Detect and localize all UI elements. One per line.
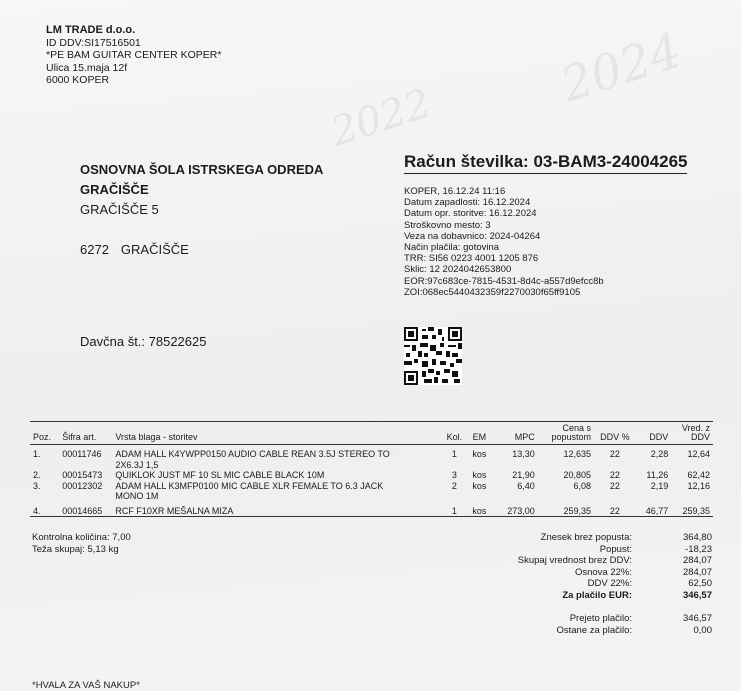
cell-disc-price: 6,08 — [573, 480, 592, 491]
col-vat: DDV — [636, 422, 671, 445]
table-row — [30, 470, 713, 481]
summary-label: DDV 22%: — [587, 578, 632, 589]
cell-unit: kos — [472, 470, 487, 480]
summary-value: 346,57 — [682, 589, 712, 601]
buyer-postal-code: 6272 — [80, 242, 109, 257]
buyer-postal-city: GRAČIŠČE — [120, 242, 189, 257]
table-row — [30, 445, 713, 471]
cell-total: 12,64 — [687, 449, 710, 459]
summary-label: Za plačilo EUR: — [562, 589, 632, 601]
seller-city: 6000 KOPER — [46, 74, 110, 86]
payment-label: Prejeto plačilo: — [569, 613, 632, 624]
summary-gap — [440, 601, 712, 613]
meta-line: Sklic: 12 2024042653800 — [404, 264, 512, 276]
cell-disc-price: 20,805 — [563, 470, 592, 480]
cell-pos: 4. — [30, 502, 59, 517]
buyer-name-line2: GRAČIŠČE — [80, 182, 149, 197]
cell-desc — [112, 481, 442, 502]
control-block — [32, 532, 131, 556]
cell-pos: 1. — [33, 449, 41, 459]
table-header-row — [30, 422, 713, 445]
seller-vat-id: ID DDV:SI17516501 — [46, 36, 141, 49]
invoice-title: Račun številka: 03-BAM3-24004265 — [404, 152, 687, 174]
summary-value: 62,50 — [688, 578, 712, 589]
col-qty: Kol. — [442, 422, 467, 445]
cell-desc-line2: 2X6.3J 1,5 — [115, 459, 159, 470]
col-vat-pct: DDV % — [594, 422, 636, 445]
cell-vat-pct: 22 — [609, 480, 620, 491]
col-desc: Vrsta blaga - storitev — [112, 422, 442, 445]
summary-label: Osnova 22%: — [574, 566, 632, 578]
col-mpc: MPC — [492, 422, 538, 445]
thank-you-note: *HVALA ZA VAŠ NAKUP* — [32, 680, 140, 691]
cell-code: 00012302 — [62, 480, 103, 491]
cell-desc: RCF F10XR MEŠALNA MIZA — [112, 502, 442, 517]
cell-unit: kos — [472, 449, 487, 459]
summary-row — [440, 532, 712, 544]
cell-desc-line1: ADAM HALL K4YWPP0150 AUDIO CABLE REAN 3.5J STEREO TO — [115, 449, 390, 459]
meta-line: Datum zapadlosti: 16.12.2024 — [404, 197, 531, 209]
cell-vat-pct: 22 — [609, 449, 620, 459]
col-total-line2: DDV — [690, 432, 710, 442]
cell-vat: 46,77 — [636, 502, 671, 517]
summary-value: 284,07 — [682, 566, 712, 578]
summary-value: -18,23 — [685, 543, 712, 555]
summary-row — [440, 544, 712, 556]
payment-row — [440, 625, 712, 637]
table-row — [30, 502, 713, 517]
payment-value: 0,00 — [693, 624, 712, 636]
summary-row-total — [440, 590, 712, 602]
buyer-postal — [80, 240, 201, 260]
seller-name: LM TRADE d.o.o. — [46, 24, 136, 36]
cell-total: 259,35 — [671, 502, 713, 517]
col-unit: EM — [467, 422, 492, 445]
buyer-address: GRAČIŠČE 5 — [80, 202, 159, 217]
summary-row — [440, 555, 712, 567]
meta-line: Stroškovno mesto: 3 — [404, 219, 491, 231]
cell-mpc: 21,90 — [512, 470, 535, 480]
meta-line: Datum opr. storitve: 16.12.2024 — [404, 208, 537, 220]
payment-label: Ostane za plačilo: — [556, 624, 632, 636]
cell-unit: kos — [472, 480, 487, 491]
cell-vat-pct: 22 — [594, 502, 636, 517]
invoice-meta — [404, 186, 604, 298]
cell-desc: QUIKLOK JUST MF 10 SL MIC CABLE BLACK 10M — [115, 470, 325, 480]
buyer-name-line1: OSNOVNA ŠOLA ISTRSKEGA ODREDA — [80, 162, 324, 177]
seller-block — [46, 24, 221, 87]
cell-disc-price: 259,35 — [538, 502, 594, 517]
summary-value: 364,80 — [682, 532, 712, 543]
col-disc-price — [538, 422, 594, 445]
cell-desc — [112, 445, 442, 471]
cell-qty: 3 — [451, 470, 457, 480]
meta-line: Veza na dobavnico: 2024-04264 — [404, 230, 541, 242]
col-pos: Poz. — [30, 422, 59, 445]
handwriting-mark: 2022 — [325, 80, 437, 156]
summary-block — [440, 532, 712, 636]
cell-mpc: 13,30 — [512, 449, 535, 459]
buyer-tax-number: Davčna št.: 78522625 — [80, 334, 207, 349]
cell-qty: 2 — [451, 480, 457, 491]
cell-pos: 3. — [33, 480, 41, 491]
col-total-line1: Vred. z — [681, 423, 710, 433]
cell-code: 00014665 — [59, 502, 112, 517]
seller-street: Ulica 15.maja 12f — [46, 61, 128, 74]
col-disc-price-line1: Cena s — [562, 423, 592, 433]
control-quantity: Kontrolna količina: 7,00 — [32, 532, 131, 543]
table-row — [30, 481, 713, 502]
seller-branch: *PE BAM GUITAR CENTER KOPER* — [46, 49, 222, 61]
cell-mpc: 273,00 — [492, 502, 538, 517]
summary-label: Popust: — [599, 543, 632, 555]
meta-line: EOR:97c683ce-7815-4531-8d4c-a557d9efcc8b — [404, 275, 604, 287]
summary-row — [440, 567, 712, 579]
payment-value: 346,57 — [682, 613, 712, 624]
cell-disc-price: 12,635 — [563, 449, 592, 459]
cell-unit: kos — [467, 502, 492, 517]
handwriting-mark: 2024 — [554, 22, 688, 114]
payment-row — [440, 613, 712, 625]
col-code: Šifra art. — [59, 422, 112, 445]
summary-row — [440, 578, 712, 590]
meta-line: Način plačila: gotovina — [404, 242, 500, 254]
summary-value: 284,07 — [682, 555, 712, 566]
cell-qty: 1 — [442, 502, 467, 517]
cell-code: 00015473 — [62, 470, 103, 480]
cell-qty: 1 — [451, 449, 457, 459]
cell-vat: 11,26 — [646, 470, 669, 480]
cell-total: 62,42 — [687, 470, 710, 480]
cell-mpc: 6,40 — [517, 480, 535, 491]
cell-desc-line1: ADAM HALL K3MFP0100 MIC CABLE XLR FEMALE TO 6.3 JACK — [115, 480, 384, 491]
col-total — [671, 422, 713, 445]
meta-line: TRR: SI56 0223 4001 1205 876 — [404, 253, 539, 265]
summary-label: Znesek brez popusta: — [540, 532, 632, 543]
cell-vat: 2,19 — [650, 480, 669, 491]
cell-pos: 2. — [33, 470, 41, 480]
items-table — [30, 421, 713, 517]
cell-code: 00011746 — [62, 449, 102, 459]
buyer-block — [80, 160, 380, 257]
cell-vat: 2,28 — [650, 449, 669, 459]
total-weight: Teža skupaj: 5,13 kg — [32, 544, 119, 555]
meta-line: KOPER, 16.12.24 11:16 — [404, 186, 506, 197]
col-disc-price-line2: popustom — [551, 432, 592, 442]
cell-vat-pct: 22 — [609, 470, 620, 480]
cell-total: 12,16 — [687, 480, 710, 491]
meta-line: ZOI:068ec5440432359f2270030f65ff9105 — [404, 286, 581, 298]
cell-desc-line2: MONO 1M — [115, 491, 159, 501]
summary-label: Skupaj vrednost brez DDV: — [517, 555, 632, 566]
qr-code — [404, 327, 462, 385]
